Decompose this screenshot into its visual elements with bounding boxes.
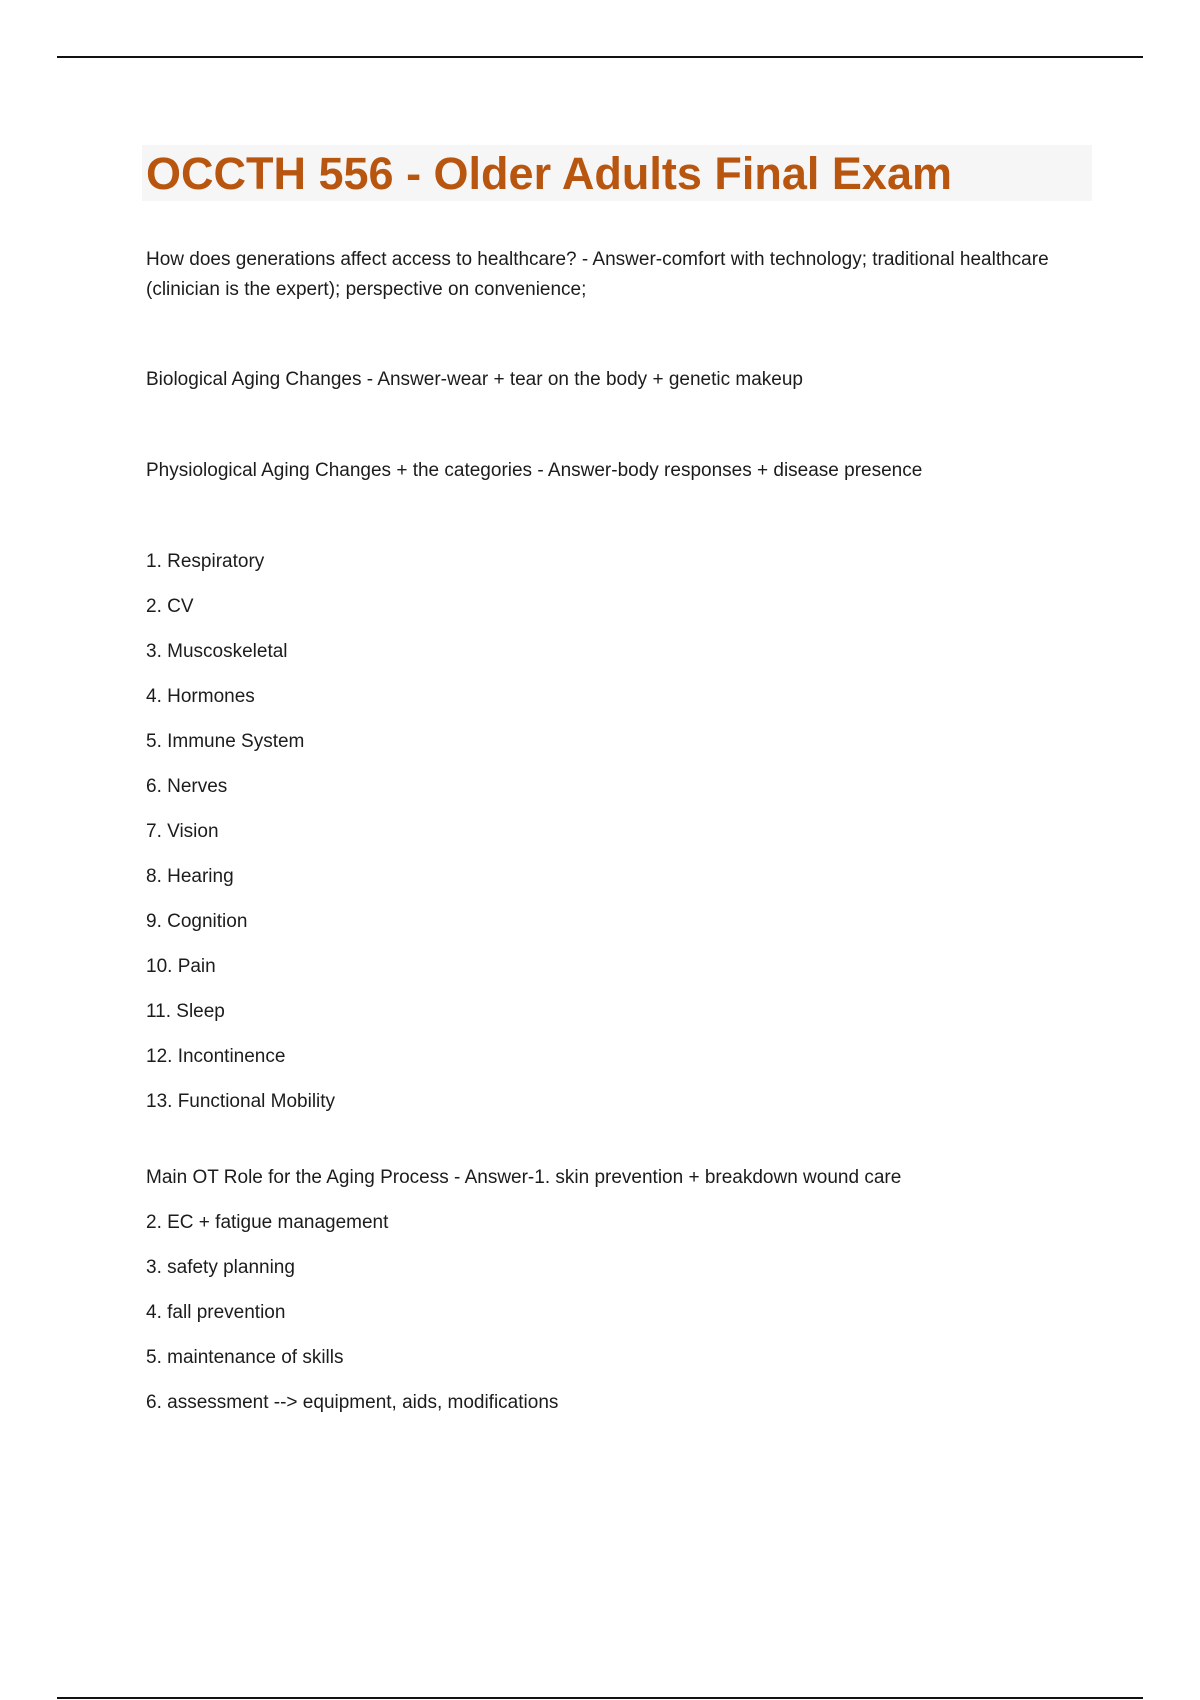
document-title: OCCTH 556 - Older Adults Final Exam xyxy=(146,148,953,199)
list-item: 1. Respiratory xyxy=(146,551,265,572)
qa-generations-healthcare: How does generations affect access to healthcare? - Answer-comfort with technology; traditional healthcare (clinician is the expert); perspective on convenience; xyxy=(146,249,1049,300)
qa-physiological-aging: Physiological Aging Changes + the categories - Answer-body responses + disease presence xyxy=(146,460,923,481)
list-item: 5. maintenance of skills xyxy=(146,1347,344,1368)
list-item: 6. assessment --> equipment, aids, modifications xyxy=(146,1392,559,1413)
list-item: 10. Pain xyxy=(146,956,216,977)
list-item: 6. Nerves xyxy=(146,776,228,797)
list-item: 3. safety planning xyxy=(146,1257,295,1278)
list-item: 12. Incontinence xyxy=(146,1046,286,1067)
list-item: 4. Hormones xyxy=(146,686,255,707)
list-item: 4. fall prevention xyxy=(146,1302,286,1323)
document-body xyxy=(146,245,1066,1433)
list-item: 13. Functional Mobility xyxy=(146,1091,336,1112)
list-item: 8. Hearing xyxy=(146,866,234,887)
physiological-categories-list xyxy=(146,547,1066,1117)
list-item: 2. CV xyxy=(146,596,194,617)
bottom-rule xyxy=(57,1697,1143,1699)
ot-roles-list xyxy=(146,1208,1066,1418)
list-item: 2. EC + fatigue management xyxy=(146,1212,389,1233)
list-item: 9. Cognition xyxy=(146,911,248,932)
list-item: 3. Muscoskeletal xyxy=(146,641,288,662)
top-rule xyxy=(57,56,1143,58)
qa-biological-aging: Biological Aging Changes - Answer-wear + tear on the body + genetic makeup xyxy=(146,369,803,390)
list-item: 5. Immune System xyxy=(146,731,305,752)
list-item: 11. Sleep xyxy=(146,1001,225,1022)
qa-main-ot-role: Main OT Role for the Aging Process - Answer-1. skin prevention + breakdown wound care xyxy=(146,1167,902,1188)
list-item: 7. Vision xyxy=(146,821,219,842)
